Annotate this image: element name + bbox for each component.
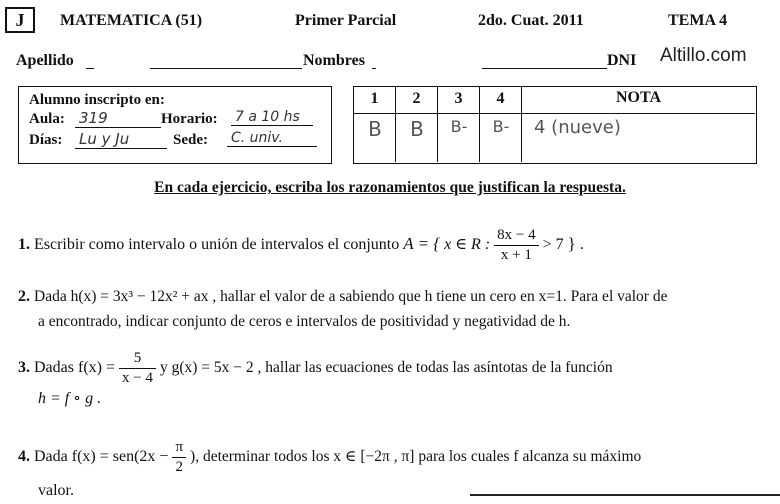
q1-text: Escribir como intervalo o unión de intervalos el conjunto bbox=[34, 235, 400, 253]
enrollment-title: Alumno inscripto en: bbox=[29, 92, 165, 108]
q4-fraction bbox=[172, 438, 186, 477]
q1-frac-num: 8x − 4 bbox=[494, 226, 538, 246]
q3-number: 3. bbox=[18, 358, 30, 376]
grade-value-3: B- bbox=[450, 117, 468, 136]
course-title: MATEMATICA (51) bbox=[60, 12, 203, 29]
grade-value-1: B bbox=[368, 117, 382, 141]
sede-value: C. univ. bbox=[227, 130, 317, 147]
dni-label: DNI bbox=[607, 52, 637, 69]
nota-header: NOTA bbox=[615, 89, 662, 106]
aula-value: 319 bbox=[75, 109, 161, 128]
question-4-line2: valor. bbox=[38, 482, 74, 499]
scan-edge-line bbox=[470, 494, 780, 496]
q3-pre: Dadas f(x) = bbox=[34, 358, 115, 376]
question-1 bbox=[18, 226, 584, 265]
grade-value-2: B bbox=[410, 117, 424, 141]
question-2 bbox=[18, 284, 667, 310]
horario-value: 7 a 10 hs bbox=[231, 109, 313, 126]
question-2-line2: a encontrado, indicar conjunto de ceros e intervalos de positividad y negatividad de h. bbox=[38, 313, 571, 330]
q4-frac-den: 2 bbox=[175, 458, 183, 475]
grade-value-4: B- bbox=[492, 117, 510, 136]
grade-header-1: 1 bbox=[370, 90, 379, 107]
q4-mid: ), determinar todos los x ∈ [−2π , π] para los cuales f alcanza su máximo bbox=[190, 447, 642, 465]
q1-fraction bbox=[494, 226, 538, 265]
nota-value: 4 (nueve) bbox=[534, 117, 621, 138]
nombres-field-line-2 bbox=[482, 68, 607, 69]
q1-frac-den: x + 1 bbox=[500, 246, 532, 263]
apellido-underline bbox=[86, 68, 94, 69]
exam-tema: TEMA 4 bbox=[668, 12, 728, 29]
grades-table bbox=[353, 86, 757, 164]
q1-set-rhs: > 7 bbox=[542, 235, 564, 253]
aula-label: Aula: bbox=[29, 111, 65, 127]
instruction: En cada ejercicio, escriba los razonamientos que justifican la respuesta. bbox=[154, 179, 626, 196]
q3-frac-den: x − 4 bbox=[122, 369, 153, 386]
apellido-field-line bbox=[150, 68, 302, 69]
nombres-field-line bbox=[372, 68, 376, 69]
dias-value: Lu y Ju bbox=[75, 130, 167, 149]
dias-label: Días: bbox=[29, 132, 63, 148]
watermark: Altillo.com bbox=[660, 45, 747, 66]
q1-set-lhs: A = { bbox=[403, 233, 441, 253]
apellido-label: Apellido bbox=[16, 52, 74, 69]
sede-label: Sede: bbox=[173, 132, 208, 148]
grade-header-3: 3 bbox=[454, 90, 463, 107]
exam-term: 2do. Cuat. 2011 bbox=[478, 12, 584, 29]
grade-header-2: 2 bbox=[412, 90, 421, 107]
q1-set-close: } bbox=[567, 233, 576, 253]
q3-mid: y g(x) = 5x − 2 , hallar las ecuaciones de todas las asíntotas de la función bbox=[159, 358, 613, 376]
q3-frac-num: 5 bbox=[119, 349, 156, 369]
exam-name: Primer Parcial bbox=[295, 12, 397, 29]
q4-frac-num: π bbox=[172, 438, 186, 458]
q2-line1: Dada h(x) = 3x³ − 12x² + ax , hallar el valor de a sabiendo que h tiene un cero en x=1. Para el valor de bbox=[34, 288, 668, 305]
question-3 bbox=[18, 349, 613, 388]
nombres-label: Nombres bbox=[303, 52, 365, 69]
q1-end: . bbox=[579, 235, 584, 253]
grade-header-4: 4 bbox=[496, 90, 505, 107]
q1-number: 1. bbox=[18, 235, 30, 253]
version-letter: J bbox=[15, 10, 25, 30]
question-3-line2: h = f ∘ g . bbox=[38, 390, 102, 407]
question-4 bbox=[18, 438, 641, 477]
q4-pre: Dada f(x) = sen(2x − bbox=[34, 447, 169, 465]
q1-set-cond: x ∈ R : bbox=[444, 235, 491, 253]
q4-number: 4. bbox=[18, 447, 30, 465]
q3-fraction bbox=[119, 349, 156, 388]
q2-number: 2. bbox=[18, 288, 30, 305]
enrollment-box bbox=[18, 86, 332, 164]
horario-label: Horario: bbox=[161, 111, 218, 127]
version-box bbox=[5, 7, 35, 33]
